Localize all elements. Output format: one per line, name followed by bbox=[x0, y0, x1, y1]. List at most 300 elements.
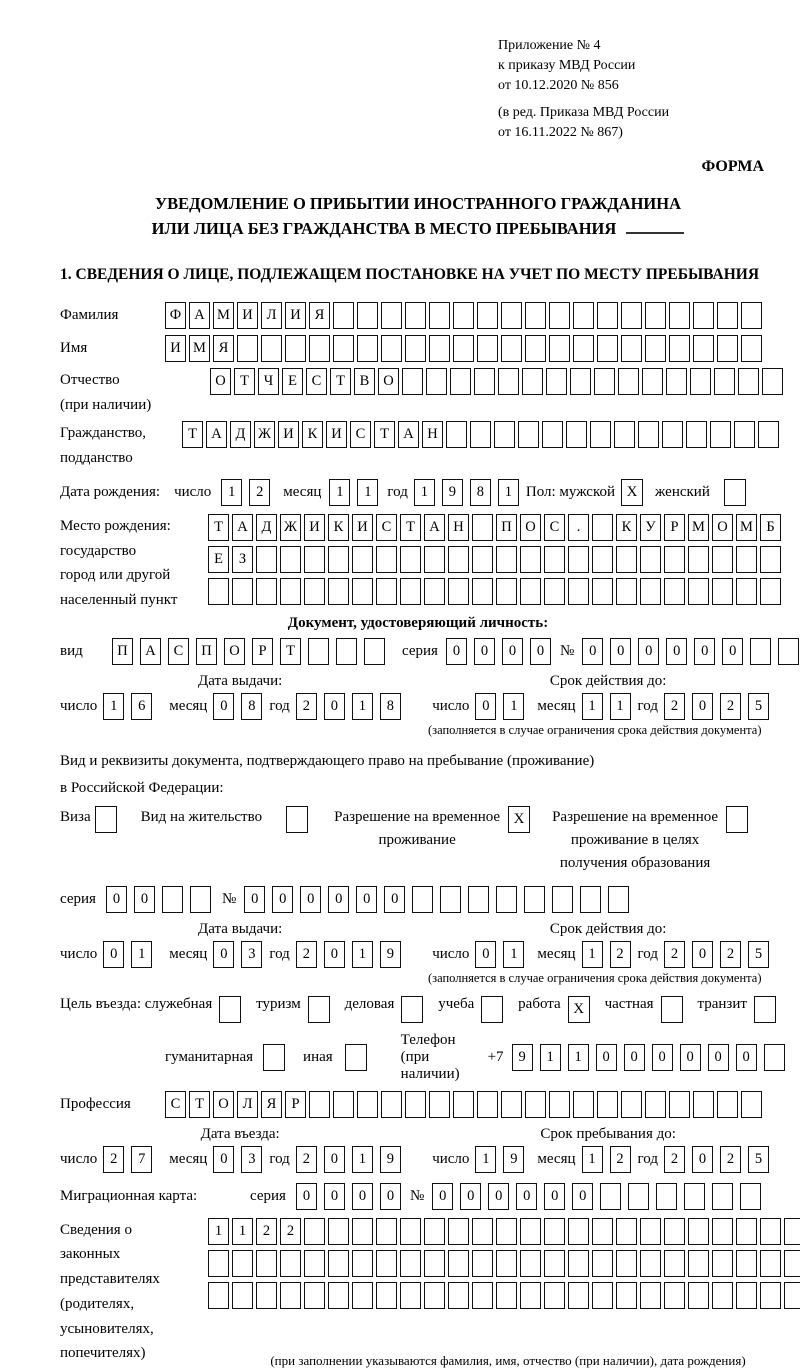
form-cell[interactable]: 8 bbox=[380, 693, 401, 720]
form-cell[interactable] bbox=[640, 578, 661, 605]
form-cell[interactable] bbox=[764, 1044, 785, 1071]
form-cell[interactable]: 0 bbox=[624, 1044, 645, 1071]
form-cell[interactable]: 0 bbox=[213, 693, 234, 720]
form-cell[interactable] bbox=[645, 335, 666, 362]
form-cell[interactable] bbox=[357, 1091, 378, 1118]
form-cell[interactable]: 1 bbox=[232, 1218, 253, 1245]
form-cell[interactable]: 1 bbox=[103, 693, 124, 720]
form-cell[interactable] bbox=[405, 335, 426, 362]
form-cell[interactable] bbox=[741, 1091, 762, 1118]
form-cell[interactable] bbox=[740, 1183, 761, 1210]
form-cell[interactable]: Ч bbox=[258, 368, 279, 395]
purpose-work-checkbox[interactable]: X bbox=[568, 996, 590, 1023]
form-cell[interactable] bbox=[448, 1250, 469, 1277]
form-cell[interactable] bbox=[662, 421, 683, 448]
form-cell[interactable]: 1 bbox=[414, 479, 435, 506]
form-cell[interactable]: А bbox=[398, 421, 419, 448]
form-cell[interactable] bbox=[710, 421, 731, 448]
form-cell[interactable]: Т bbox=[234, 368, 255, 395]
form-cell[interactable]: П bbox=[196, 638, 217, 665]
form-cell[interactable]: Н bbox=[422, 421, 443, 448]
form-cell[interactable]: У bbox=[640, 514, 661, 541]
form-cell[interactable]: Т bbox=[189, 1091, 210, 1118]
form-cell[interactable]: 9 bbox=[503, 1146, 524, 1173]
form-cell[interactable]: 0 bbox=[680, 1044, 701, 1071]
form-cell[interactable]: Л bbox=[261, 302, 282, 329]
form-cell[interactable] bbox=[453, 302, 474, 329]
form-cell[interactable] bbox=[618, 368, 639, 395]
form-cell[interactable] bbox=[400, 1282, 421, 1309]
form-cell[interactable] bbox=[333, 335, 354, 362]
form-cell[interactable] bbox=[741, 302, 762, 329]
form-cell[interactable] bbox=[304, 1282, 325, 1309]
form-cell[interactable] bbox=[352, 1218, 373, 1245]
form-cell[interactable]: 0 bbox=[324, 693, 345, 720]
form-cell[interactable] bbox=[501, 1091, 522, 1118]
form-cell[interactable]: 0 bbox=[328, 886, 349, 913]
form-cell[interactable]: С bbox=[544, 514, 565, 541]
form-cell[interactable] bbox=[472, 1250, 493, 1277]
form-cell[interactable]: Д bbox=[230, 421, 251, 448]
form-cell[interactable] bbox=[580, 886, 601, 913]
form-cell[interactable]: 0 bbox=[596, 1044, 617, 1071]
form-cell[interactable] bbox=[472, 578, 493, 605]
form-cell[interactable]: 0 bbox=[530, 638, 551, 665]
form-cell[interactable]: 7 bbox=[131, 1146, 152, 1173]
form-cell[interactable]: 0 bbox=[516, 1183, 537, 1210]
form-cell[interactable]: 1 bbox=[357, 479, 378, 506]
form-cell[interactable] bbox=[381, 335, 402, 362]
form-cell[interactable] bbox=[237, 335, 258, 362]
form-cell[interactable]: . bbox=[568, 514, 589, 541]
form-cell[interactable]: 2 bbox=[610, 941, 631, 968]
form-cell[interactable] bbox=[616, 578, 637, 605]
form-cell[interactable]: Д bbox=[256, 514, 277, 541]
form-cell[interactable]: 9 bbox=[442, 479, 463, 506]
form-cell[interactable] bbox=[285, 335, 306, 362]
form-cell[interactable] bbox=[734, 421, 755, 448]
form-cell[interactable] bbox=[712, 1250, 733, 1277]
form-cell[interactable] bbox=[400, 578, 421, 605]
form-cell[interactable]: М bbox=[189, 335, 210, 362]
form-cell[interactable] bbox=[690, 368, 711, 395]
form-cell[interactable]: 0 bbox=[103, 941, 124, 968]
form-cell[interactable] bbox=[712, 1183, 733, 1210]
form-cell[interactable]: С bbox=[350, 421, 371, 448]
form-cell[interactable] bbox=[472, 514, 493, 541]
form-cell[interactable] bbox=[693, 302, 714, 329]
form-cell[interactable] bbox=[784, 1250, 800, 1277]
form-cell[interactable]: Р bbox=[252, 638, 273, 665]
form-cell[interactable] bbox=[664, 578, 685, 605]
form-cell[interactable] bbox=[592, 1282, 613, 1309]
form-cell[interactable] bbox=[381, 302, 402, 329]
form-cell[interactable] bbox=[424, 1282, 445, 1309]
form-cell[interactable] bbox=[376, 1218, 397, 1245]
form-cell[interactable]: И bbox=[165, 335, 186, 362]
form-cell[interactable]: 1 bbox=[540, 1044, 561, 1071]
form-cell[interactable] bbox=[450, 368, 471, 395]
form-cell[interactable] bbox=[448, 578, 469, 605]
form-cell[interactable] bbox=[364, 638, 385, 665]
form-cell[interactable]: С bbox=[168, 638, 189, 665]
form-cell[interactable]: М bbox=[688, 514, 709, 541]
form-cell[interactable]: 1 bbox=[352, 1146, 373, 1173]
form-cell[interactable]: Я bbox=[261, 1091, 282, 1118]
form-cell[interactable]: А bbox=[140, 638, 161, 665]
form-cell[interactable] bbox=[472, 1282, 493, 1309]
form-cell[interactable]: С bbox=[306, 368, 327, 395]
form-cell[interactable] bbox=[712, 578, 733, 605]
form-cell[interactable] bbox=[568, 1218, 589, 1245]
form-cell[interactable]: И bbox=[304, 514, 325, 541]
form-cell[interactable] bbox=[424, 1250, 445, 1277]
form-cell[interactable] bbox=[333, 302, 354, 329]
form-cell[interactable] bbox=[544, 1250, 565, 1277]
form-cell[interactable] bbox=[642, 368, 663, 395]
form-cell[interactable]: 0 bbox=[474, 638, 495, 665]
form-cell[interactable]: Т bbox=[400, 514, 421, 541]
form-cell[interactable] bbox=[308, 638, 329, 665]
form-cell[interactable]: 0 bbox=[475, 941, 496, 968]
form-cell[interactable]: Ф bbox=[165, 302, 186, 329]
form-cell[interactable] bbox=[669, 1091, 690, 1118]
form-cell[interactable]: 5 bbox=[748, 1146, 769, 1173]
form-cell[interactable] bbox=[640, 546, 661, 573]
form-cell[interactable]: 0 bbox=[272, 886, 293, 913]
temp-residence-checkbox[interactable]: X bbox=[508, 806, 530, 833]
form-cell[interactable]: 0 bbox=[666, 638, 687, 665]
form-cell[interactable]: Б bbox=[760, 514, 781, 541]
form-cell[interactable]: 3 bbox=[241, 941, 262, 968]
form-cell[interactable] bbox=[232, 578, 253, 605]
form-cell[interactable] bbox=[760, 1218, 781, 1245]
form-cell[interactable]: 1 bbox=[329, 479, 350, 506]
form-cell[interactable]: О bbox=[378, 368, 399, 395]
form-cell[interactable] bbox=[760, 546, 781, 573]
form-cell[interactable] bbox=[429, 302, 450, 329]
form-cell[interactable] bbox=[520, 1282, 541, 1309]
purpose-humanitarian-checkbox[interactable] bbox=[263, 1044, 285, 1071]
form-cell[interactable] bbox=[592, 514, 613, 541]
form-cell[interactable] bbox=[568, 546, 589, 573]
form-cell[interactable]: 1 bbox=[221, 479, 242, 506]
residence-permit-checkbox[interactable] bbox=[286, 806, 308, 833]
form-cell[interactable] bbox=[525, 335, 546, 362]
sex-male-checkbox[interactable]: X bbox=[621, 479, 643, 506]
form-cell[interactable] bbox=[664, 1218, 685, 1245]
form-cell[interactable] bbox=[518, 421, 539, 448]
form-cell[interactable]: 2 bbox=[256, 1218, 277, 1245]
form-cell[interactable]: Я bbox=[213, 335, 234, 362]
form-cell[interactable] bbox=[760, 1282, 781, 1309]
form-cell[interactable] bbox=[468, 886, 489, 913]
form-cell[interactable]: 0 bbox=[384, 886, 405, 913]
form-cell[interactable] bbox=[381, 1091, 402, 1118]
form-cell[interactable] bbox=[736, 578, 757, 605]
form-cell[interactable]: И bbox=[352, 514, 373, 541]
form-cell[interactable]: К bbox=[328, 514, 349, 541]
form-cell[interactable]: 0 bbox=[324, 1183, 345, 1210]
form-cell[interactable]: 5 bbox=[748, 693, 769, 720]
form-cell[interactable] bbox=[621, 302, 642, 329]
form-cell[interactable]: 1 bbox=[352, 693, 373, 720]
form-cell[interactable] bbox=[352, 578, 373, 605]
form-cell[interactable] bbox=[309, 335, 330, 362]
form-cell[interactable] bbox=[686, 421, 707, 448]
form-cell[interactable] bbox=[546, 368, 567, 395]
form-cell[interactable]: Т bbox=[330, 368, 351, 395]
form-cell[interactable]: 2 bbox=[664, 1146, 685, 1173]
form-cell[interactable]: 1 bbox=[582, 941, 603, 968]
form-cell[interactable]: Ж bbox=[280, 514, 301, 541]
form-cell[interactable] bbox=[304, 1250, 325, 1277]
form-cell[interactable]: Н bbox=[448, 514, 469, 541]
form-cell[interactable] bbox=[592, 1250, 613, 1277]
form-cell[interactable] bbox=[597, 1091, 618, 1118]
form-cell[interactable]: 1 bbox=[503, 693, 524, 720]
form-cell[interactable] bbox=[669, 335, 690, 362]
form-cell[interactable] bbox=[405, 302, 426, 329]
form-cell[interactable]: 0 bbox=[692, 693, 713, 720]
form-cell[interactable]: 0 bbox=[244, 886, 265, 913]
form-cell[interactable] bbox=[424, 578, 445, 605]
form-cell[interactable]: 8 bbox=[470, 479, 491, 506]
form-cell[interactable]: 0 bbox=[544, 1183, 565, 1210]
form-cell[interactable] bbox=[494, 421, 515, 448]
sex-female-checkbox[interactable] bbox=[724, 479, 746, 506]
form-cell[interactable] bbox=[280, 1282, 301, 1309]
visa-checkbox[interactable] bbox=[95, 806, 117, 833]
form-cell[interactable] bbox=[640, 1282, 661, 1309]
form-cell[interactable]: 0 bbox=[296, 1183, 317, 1210]
form-cell[interactable]: 0 bbox=[432, 1183, 453, 1210]
form-cell[interactable] bbox=[544, 546, 565, 573]
form-cell[interactable]: 0 bbox=[582, 638, 603, 665]
form-cell[interactable]: 1 bbox=[568, 1044, 589, 1071]
form-cell[interactable] bbox=[376, 578, 397, 605]
form-cell[interactable] bbox=[542, 421, 563, 448]
form-cell[interactable] bbox=[304, 1218, 325, 1245]
form-cell[interactable] bbox=[762, 368, 783, 395]
form-cell[interactable] bbox=[640, 1218, 661, 1245]
form-cell[interactable]: И bbox=[237, 302, 258, 329]
form-cell[interactable] bbox=[261, 335, 282, 362]
form-cell[interactable] bbox=[376, 1282, 397, 1309]
form-cell[interactable]: И bbox=[278, 421, 299, 448]
form-cell[interactable] bbox=[760, 1250, 781, 1277]
form-cell[interactable] bbox=[496, 886, 517, 913]
form-cell[interactable]: 0 bbox=[446, 638, 467, 665]
form-cell[interactable] bbox=[638, 421, 659, 448]
form-cell[interactable] bbox=[304, 546, 325, 573]
form-cell[interactable] bbox=[760, 578, 781, 605]
form-cell[interactable] bbox=[566, 421, 587, 448]
form-cell[interactable] bbox=[448, 1218, 469, 1245]
form-cell[interactable]: 0 bbox=[652, 1044, 673, 1071]
form-cell[interactable]: 1 bbox=[475, 1146, 496, 1173]
form-cell[interactable] bbox=[784, 1282, 800, 1309]
form-cell[interactable] bbox=[496, 1282, 517, 1309]
form-cell[interactable]: А bbox=[424, 514, 445, 541]
form-cell[interactable]: 0 bbox=[324, 941, 345, 968]
purpose-official-checkbox[interactable] bbox=[219, 996, 241, 1023]
form-cell[interactable]: 1 bbox=[610, 693, 631, 720]
form-cell[interactable] bbox=[336, 638, 357, 665]
form-cell[interactable] bbox=[736, 1218, 757, 1245]
form-cell[interactable]: Е bbox=[282, 368, 303, 395]
form-cell[interactable]: 0 bbox=[736, 1044, 757, 1071]
form-cell[interactable] bbox=[256, 546, 277, 573]
form-cell[interactable] bbox=[232, 1250, 253, 1277]
form-cell[interactable] bbox=[640, 1250, 661, 1277]
form-cell[interactable]: 0 bbox=[722, 638, 743, 665]
form-cell[interactable]: 0 bbox=[694, 638, 715, 665]
form-cell[interactable] bbox=[256, 1250, 277, 1277]
form-cell[interactable] bbox=[741, 335, 762, 362]
form-cell[interactable]: О bbox=[224, 638, 245, 665]
form-cell[interactable]: 0 bbox=[134, 886, 155, 913]
form-cell[interactable] bbox=[712, 1282, 733, 1309]
form-cell[interactable]: О bbox=[712, 514, 733, 541]
form-cell[interactable] bbox=[717, 302, 738, 329]
form-cell[interactable] bbox=[208, 1282, 229, 1309]
form-cell[interactable] bbox=[496, 1250, 517, 1277]
form-cell[interactable] bbox=[628, 1183, 649, 1210]
form-cell[interactable]: О bbox=[213, 1091, 234, 1118]
form-cell[interactable] bbox=[424, 546, 445, 573]
form-cell[interactable] bbox=[472, 1218, 493, 1245]
form-cell[interactable] bbox=[402, 368, 423, 395]
form-cell[interactable] bbox=[616, 546, 637, 573]
form-cell[interactable] bbox=[616, 1250, 637, 1277]
form-cell[interactable]: 2 bbox=[664, 941, 685, 968]
form-cell[interactable] bbox=[440, 886, 461, 913]
form-cell[interactable] bbox=[664, 1282, 685, 1309]
form-cell[interactable] bbox=[328, 1218, 349, 1245]
form-cell[interactable] bbox=[352, 1282, 373, 1309]
form-cell[interactable] bbox=[520, 1250, 541, 1277]
form-cell[interactable]: В bbox=[354, 368, 375, 395]
purpose-other-checkbox[interactable] bbox=[345, 1044, 367, 1071]
form-cell[interactable] bbox=[549, 335, 570, 362]
form-cell[interactable] bbox=[400, 546, 421, 573]
purpose-tourism-checkbox[interactable] bbox=[308, 996, 330, 1023]
form-cell[interactable] bbox=[524, 886, 545, 913]
form-cell[interactable] bbox=[597, 335, 618, 362]
form-cell[interactable]: Т bbox=[182, 421, 203, 448]
form-cell[interactable]: П bbox=[112, 638, 133, 665]
form-cell[interactable] bbox=[448, 546, 469, 573]
form-cell[interactable] bbox=[666, 368, 687, 395]
form-cell[interactable] bbox=[328, 1282, 349, 1309]
form-cell[interactable]: Е bbox=[208, 546, 229, 573]
form-cell[interactable]: О bbox=[210, 368, 231, 395]
form-cell[interactable] bbox=[496, 546, 517, 573]
form-cell[interactable]: А bbox=[189, 302, 210, 329]
form-cell[interactable] bbox=[448, 1282, 469, 1309]
form-cell[interactable] bbox=[592, 578, 613, 605]
form-cell[interactable] bbox=[280, 578, 301, 605]
form-cell[interactable]: А bbox=[206, 421, 227, 448]
form-cell[interactable] bbox=[778, 638, 799, 665]
form-cell[interactable] bbox=[717, 335, 738, 362]
form-cell[interactable] bbox=[357, 302, 378, 329]
form-cell[interactable]: М bbox=[736, 514, 757, 541]
form-cell[interactable] bbox=[736, 1250, 757, 1277]
form-cell[interactable]: 6 bbox=[131, 693, 152, 720]
form-cell[interactable]: 1 bbox=[352, 941, 373, 968]
form-cell[interactable]: Я bbox=[309, 302, 330, 329]
form-cell[interactable]: 0 bbox=[380, 1183, 401, 1210]
form-cell[interactable] bbox=[758, 421, 779, 448]
form-cell[interactable] bbox=[424, 1218, 445, 1245]
form-cell[interactable] bbox=[429, 1091, 450, 1118]
form-cell[interactable] bbox=[352, 1250, 373, 1277]
form-cell[interactable] bbox=[376, 546, 397, 573]
form-cell[interactable]: 2 bbox=[296, 1146, 317, 1173]
form-cell[interactable] bbox=[208, 1250, 229, 1277]
form-cell[interactable]: 2 bbox=[296, 941, 317, 968]
form-cell[interactable]: 2 bbox=[296, 693, 317, 720]
form-cell[interactable] bbox=[614, 421, 635, 448]
form-cell[interactable]: 0 bbox=[610, 638, 631, 665]
form-cell[interactable] bbox=[474, 368, 495, 395]
form-cell[interactable]: 0 bbox=[300, 886, 321, 913]
form-cell[interactable]: 8 bbox=[241, 693, 262, 720]
form-cell[interactable]: 0 bbox=[638, 638, 659, 665]
form-cell[interactable] bbox=[453, 335, 474, 362]
form-cell[interactable] bbox=[717, 1091, 738, 1118]
form-cell[interactable]: 0 bbox=[692, 1146, 713, 1173]
form-cell[interactable]: Т bbox=[208, 514, 229, 541]
form-cell[interactable] bbox=[784, 1218, 800, 1245]
form-cell[interactable]: 0 bbox=[488, 1183, 509, 1210]
form-cell[interactable] bbox=[328, 1250, 349, 1277]
form-cell[interactable]: С bbox=[376, 514, 397, 541]
form-cell[interactable]: С bbox=[165, 1091, 186, 1118]
form-cell[interactable] bbox=[544, 578, 565, 605]
form-cell[interactable] bbox=[328, 546, 349, 573]
form-cell[interactable]: 0 bbox=[708, 1044, 729, 1071]
form-cell[interactable] bbox=[477, 302, 498, 329]
form-cell[interactable] bbox=[592, 1218, 613, 1245]
form-cell[interactable] bbox=[693, 335, 714, 362]
form-cell[interactable] bbox=[573, 335, 594, 362]
form-cell[interactable]: 3 bbox=[241, 1146, 262, 1173]
form-cell[interactable]: 1 bbox=[582, 693, 603, 720]
form-cell[interactable] bbox=[645, 1091, 666, 1118]
form-cell[interactable] bbox=[594, 368, 615, 395]
form-cell[interactable] bbox=[597, 302, 618, 329]
form-cell[interactable] bbox=[664, 1250, 685, 1277]
form-cell[interactable]: 0 bbox=[213, 941, 234, 968]
purpose-study-checkbox[interactable] bbox=[481, 996, 503, 1023]
form-cell[interactable]: 2 bbox=[280, 1218, 301, 1245]
form-cell[interactable]: 0 bbox=[502, 638, 523, 665]
form-cell[interactable] bbox=[656, 1183, 677, 1210]
form-cell[interactable] bbox=[600, 1183, 621, 1210]
form-cell[interactable]: 1 bbox=[503, 941, 524, 968]
form-cell[interactable]: 2 bbox=[720, 941, 741, 968]
form-cell[interactable] bbox=[520, 1218, 541, 1245]
form-cell[interactable]: 0 bbox=[692, 941, 713, 968]
form-cell[interactable] bbox=[688, 546, 709, 573]
form-cell[interactable] bbox=[333, 1091, 354, 1118]
form-cell[interactable]: П bbox=[496, 514, 517, 541]
form-cell[interactable]: Т bbox=[374, 421, 395, 448]
form-cell[interactable] bbox=[522, 368, 543, 395]
